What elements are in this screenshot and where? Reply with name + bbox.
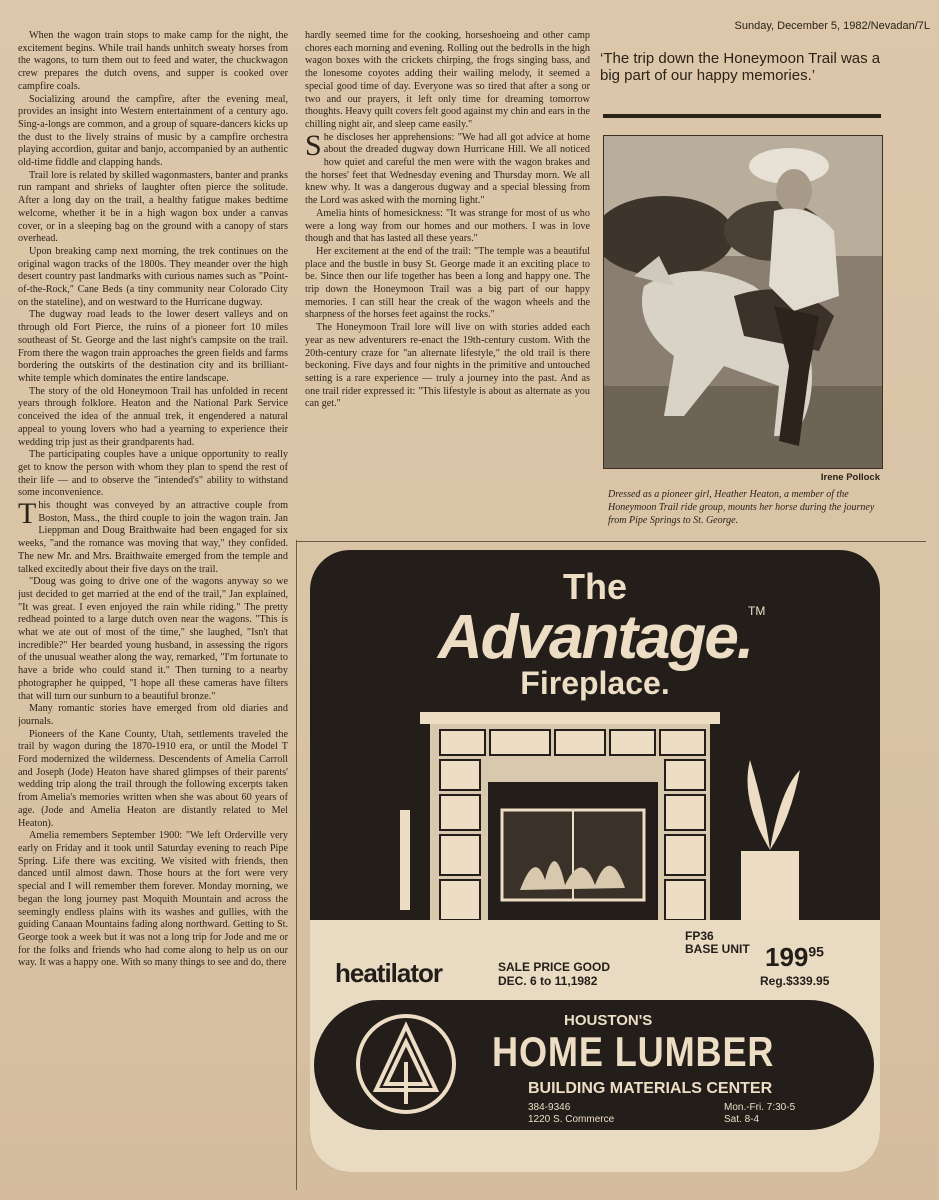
paragraph: Many romantic stories have emerged from old diaries and journals. bbox=[18, 703, 288, 727]
store-name: HOME LUMBER bbox=[492, 1028, 775, 1075]
store-banner bbox=[314, 1000, 874, 1130]
sale-line-2: DEC. 6 to 11,1982 bbox=[498, 974, 598, 988]
section-rule bbox=[296, 541, 926, 542]
paragraph: Trail lore is related by skilled wagonmasters, banter and pranks run rampant and shrieks of laughter often pierce the solitude. After a long day on the trail, a healthy fatigue makes bedtime welcome, whether it be in a high wagon box under a canvas cover, or in a sleeping bag on the ground with a canopy of stars overhead. bbox=[18, 169, 288, 245]
paragraph-dropcap bbox=[305, 128, 590, 208]
store-prefix: HOUSTON'S bbox=[564, 1012, 653, 1029]
paragraph: The participating couples have a unique opportunity to really get to know the person with whom they plan to spend the rest of their life — and to observe the "intended's" ability to withstand some inconvenience. bbox=[18, 449, 288, 499]
paragraph: Amelia hints of homesickness: "It was strange for most of us who were a long way from our homes and our mothers. I was in love though and that has lasted all these years." bbox=[305, 207, 590, 245]
paragraph-text: his thought was conveyed by an attractive couple from Boston, Mass., the third couple to join the wagon train. Jan Lieppman and Doug Braithwaite had been engaged for six weeks, "and the romance was moving that way," they confided. The new Mr. and Mrs. Braithwaite emerged from the temple and talked excitedly about their five days on the trail. bbox=[18, 500, 288, 575]
photo bbox=[603, 135, 883, 469]
store-subtitle: BUILDING MATERIALS CENTER bbox=[528, 1080, 773, 1097]
drop-cap: S bbox=[305, 128, 322, 162]
trademark: TM bbox=[748, 604, 766, 618]
paragraph: "Doug was going to drive one of the wagons anyway so we just decided to get married at the end of the trail," Jan explained, "It was great. I even enjoyed the rain while riding." The pretty redhead pointed to a large dutch oven near the wagons. "This is what we ate out of most of the time," she laughed, "Isn't that incredible?" Her bearded young husband, in assessing the rigors of the unusual weather along the way, remarked, "I'm fortunate to have a bride who could stand it." Then turning to a nearby photographer he quipped, "I hope all these cameras have filters that will turn our sunburn to a beautiful bronze." bbox=[18, 576, 288, 702]
horse-rider-photo-icon bbox=[604, 136, 882, 468]
ad-brand: Advantage. bbox=[437, 603, 753, 672]
store-street: 1220 S. Commerce bbox=[528, 1114, 615, 1125]
store-address bbox=[528, 1102, 614, 1126]
sale-dates bbox=[498, 960, 610, 988]
base-unit-label: BASE UNIT bbox=[685, 942, 750, 956]
divider bbox=[603, 114, 881, 118]
paragraph: Pioneers of the Kane County, Utah, settlements traveled the trail by wagon during the 1870-1910 era, or until the Model T Ford modernized the wilderness. Descendents of Amelia Carroll and Joseph (Jode) Heaton have shared glimpses of their parents' wedding trip along the trail through the following excerpts taken from Amelia's memories written when she was about 60 years of age. (Jode and Amelia Heaton are distantly related to Mel Heaton). bbox=[18, 728, 288, 829]
paragraph-text: he discloses her apprehensions: "We had all got advice at home about the dreaded dugway down Hurricane Hill. We all noticed how quiet and careful the men were with the wagon brakes and the horses' feet that Wednesday evening and Thursday morn. We all knew why. It was a dangerous dugway and a special blessing from the Lord was asked with the morning light." bbox=[305, 131, 590, 207]
fireplace-illustration-icon bbox=[320, 700, 870, 950]
price-cents: 95 bbox=[808, 943, 824, 960]
heatilator-logo: heatilator bbox=[335, 958, 443, 988]
sale-price bbox=[765, 942, 824, 973]
photo-credit: Irene Pollock bbox=[820, 472, 880, 483]
price-dollars: 199 bbox=[765, 942, 809, 972]
paragraph: Upon breaking camp next morning, the trek continues on the original wagon tracks of the 1800s. They meander over the high desert country past landmarks with curious names such as "Point-of-the-Rock," Cane Beds (a tiny community near Colorado City on the stateline), and on westward to the Hurricane dugway. bbox=[18, 245, 288, 308]
model-number: FP36 bbox=[685, 929, 714, 943]
photo-caption: Dressed as a pioneer girl, Heather Heaton, a member of the Honeymoon Trail ride group, mounts her horse during the journey from Pipe Springs to St. George. bbox=[608, 489, 875, 526]
tree-logo-icon bbox=[354, 1012, 458, 1116]
hours-weekday: Mon.-Fri. 7:30-5 bbox=[724, 1102, 796, 1113]
sale-line-1: SALE PRICE GOOD bbox=[498, 960, 611, 974]
paragraph: hardly seemed time for the cooking, horseshoeing and other camp chores each morning and evening. Rolling out the bedrolls in the high wagon boxes with the crickets chirping, the frogs singing bass, and the lonesome coyotes adding their wailing melody, it seemed a special good time of day. Everyone was so tired that after a song or two and our prayers, it left only time for dreaming tomorrow thoughts. Heavy quilt covers felt good against my chin and ears in the chilling night air, and sleep came easily." bbox=[305, 30, 590, 130]
paragraph: The Honeymoon Trail lore will live on with stories added each year as new adventurers re-enact the 19th-century custom. With the 20th-century craze for "an alternate lifestyle," the old trail is there beckoning. Five days and four nights in the primitive and untouched setting is a rare experience — truly a journey into the past. And as one trail rider expressed it: "This lifestyle is about as alternate as you can get." bbox=[305, 322, 590, 410]
paragraph: The story of the old Honeymoon Trail has unfolded in recent years through folklore. Heaton and the National Park Service conceived the idea of the annual trek, it engendered a natural appeal to young lovers who had a yearning to experience their wedding trip just as their grandparents had. bbox=[18, 385, 288, 448]
store-phone: 384-9346 bbox=[528, 1102, 571, 1113]
pull-quote: ‘The trip down the Honeymoon Trail was a big part of our happy memories.’ bbox=[600, 50, 881, 84]
dateline: Sunday, December 5, 1982/Nevadan/7L bbox=[734, 20, 930, 32]
article-column-2 bbox=[305, 30, 590, 530]
column-rule bbox=[296, 540, 297, 1190]
ad-product: Fireplace. bbox=[520, 665, 670, 701]
drop-cap: T bbox=[18, 497, 37, 531]
paragraph: Her excitement at the end of the trail: "The temple was a beautiful place and the bustle in busy St. George made it an exciting place to be. Since then our life together has been a long and happy one. The trip down the Honeymoon Trail was a big part of our happy memories. I can still hear the creak of the wagon wheels and the sharpness of the horses feet against the rocks." bbox=[305, 245, 590, 321]
ad-price-panel bbox=[310, 920, 880, 1172]
ad-the: The bbox=[562, 566, 627, 607]
regular-price: Reg.$339.95 bbox=[760, 974, 830, 988]
hours-saturday: Sat. 8-4 bbox=[724, 1114, 760, 1125]
fireplace-advertisement bbox=[310, 550, 880, 1172]
paragraph: Amelia remembers September 1900: "We left Orderville very early on Friday and it took until Saturday evening to reach Pipe Spring. Life there was exciting. We visited with friends, then danced until almost dawn. Those hours at the fort were very special and I will remember them forever. Monday morning, we began the long journey past Moquith Mountain and across the seemingly endless plains with its washes and gullies, with the guiding Canaan Mountains fading along northward. Getting to St. George took a week but it was not a long trip for Jode and me or for the folks and friends who had come along to help us on our way. It was a happy one. With so many things to see and do, there bbox=[18, 830, 288, 969]
store-hours bbox=[724, 1102, 795, 1126]
article-column-1 bbox=[18, 30, 288, 1190]
paragraph: When the wagon train stops to make camp for the night, the excitement begins. While trail hands unhitch sweaty horses from the wagons, to turn them out to feed and water, the chuckwagon crew prepares the dutch ovens, and supper is cooked over campfire coals. bbox=[18, 30, 288, 92]
paragraph-dropcap bbox=[18, 497, 288, 576]
paragraph: The dugway road leads to the lower desert valleys and on through old Fort Pierce, the ruins of a pioneer fort 10 miles southeast of St. George and the last night's campsite on the trail. From there the wagon train approaches the green fields and farms bordering the outskirts of the destination city and its brilliant-white temple which dominates the entire landscape. bbox=[18, 309, 288, 384]
paragraph: Socializing around the campfire, after the evening meal, provides an insight into Western entertainment of a century ago. Sing-a-longs are common, and a group of square-dancers kicks up the dust to the lively strains of music by a campfire orchestra playing accordion, guitar and banjo, accompanied by an authentic old-time fiddle and clapping hands. bbox=[18, 93, 288, 169]
model-info bbox=[685, 930, 750, 956]
